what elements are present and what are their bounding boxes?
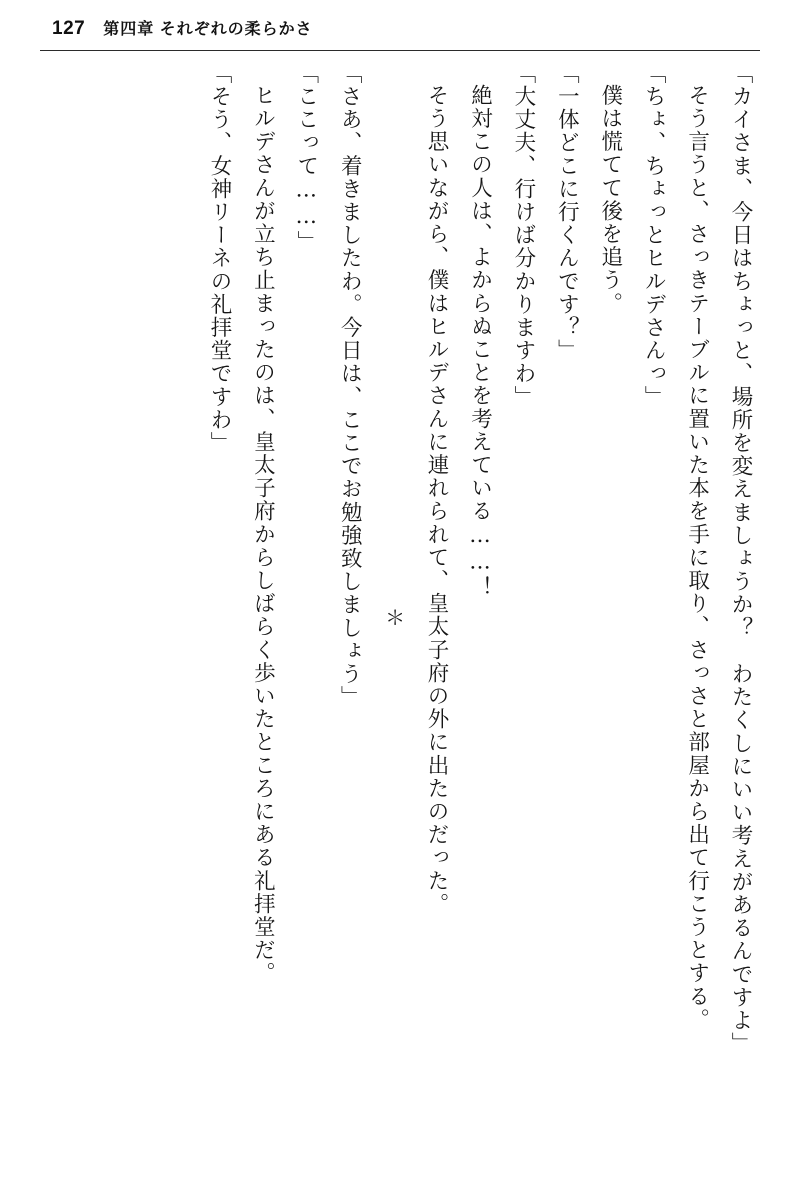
body-paragraph: 「大丈夫、行けば分かりますわ」 [510, 62, 536, 409]
body-paragraph: 絶対この人は、よからぬことを考えている……！ [467, 83, 493, 599]
header-divider [40, 50, 760, 51]
body-paragraph: そう思いながら、僕はヒルデさんに連れられて、皇太子府の外に出たのだった。 [424, 83, 450, 916]
body-paragraph: 「ちょ、ちょっとヒルデさんっ」 [641, 62, 667, 409]
body-paragraph: 「一体どこに行くんです？」 [554, 62, 580, 363]
body-paragraph: そう言うと、さっきテーブルに置いた本を手に取り、さっさと部屋から出て行こうとする。 [684, 83, 710, 1031]
body-paragraph: 「カイさま、今日はちょっと、場所を変えましょうか？ わたくしにいい考えがあるんですよ」 [728, 62, 753, 1056]
body-paragraph: ヒルデさんが立ち止まったのは、皇太子府からしばらく歩いたところにある礼拝堂だ。 [250, 83, 276, 985]
body-paragraph: 僕は慌てて後を追う。 [597, 83, 623, 315]
body-paragraph: 「ここって……」 [293, 62, 319, 254]
page-number: 127 [52, 18, 86, 39]
running-head [52, 16, 748, 50]
body-paragraph: 「さあ、着きましたわ。今日は、ここでお勉強致しましょう」 [337, 62, 363, 709]
scene-separator: ＊ [381, 607, 404, 627]
body-paragraph: 「そう、女神リーネの礼拝堂ですわ」 [206, 62, 232, 455]
page-body [38, 62, 762, 1170]
vertical-text-block [198, 62, 762, 1172]
chapter-title: 第四章 それぞれの柔らかさ [103, 21, 313, 38]
